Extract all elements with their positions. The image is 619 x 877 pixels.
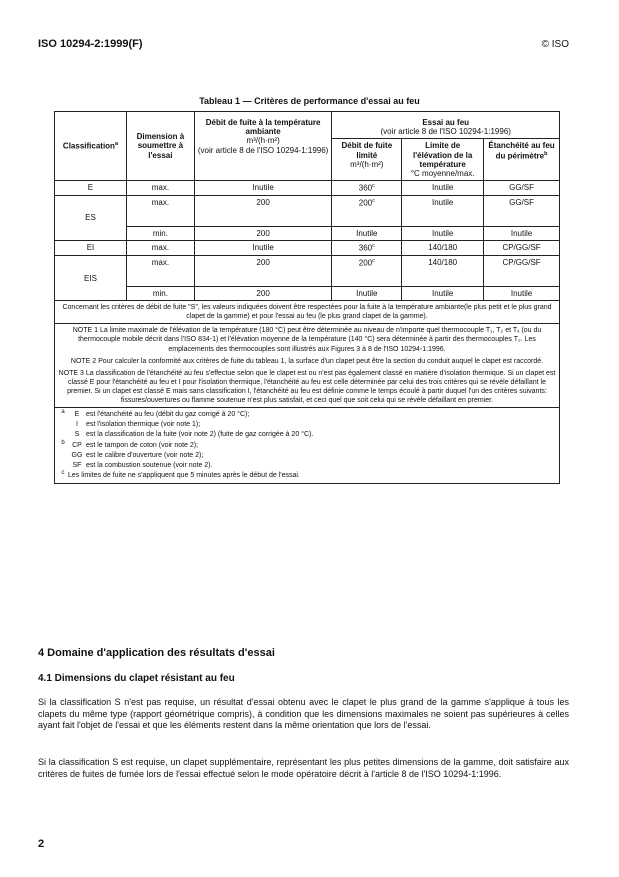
cell-etancheite: CP/GG/SF: [484, 241, 560, 256]
footnotes-block: [55, 408, 560, 484]
footnote-a-1: a E est l'étanchéité au feu (débit du gaz corrigé à 20 °C);: [61, 409, 250, 419]
cell-classification: ES: [55, 195, 127, 240]
cell-etancheite: Inutile: [484, 287, 560, 301]
cell-dimension: max.: [126, 256, 194, 287]
page-number: 2: [38, 838, 45, 850]
paragraph-1: Si la classification S n'est pas requise, un résultat d'essai obtenu avec le clapet le plus grand de la gamme s'applique à tous les clapets du même type (rapport géométrique compris), à condition que les dimensions maximales ne soient pas supérieures à celles ayant fait l'objet de l'essai et que les éléments restent dans la même orientation que lors de l'essai.: [38, 697, 569, 731]
cell-elevation: 140/180: [402, 256, 484, 287]
table-title: Tableau 1 — Critères de performance d'essai au feu: [199, 96, 420, 106]
footnote-a-3: S est la classification de la fuite (voir note 2) (fuite de gaz corrigée à 20 °C).: [74, 431, 314, 439]
table-row: [55, 181, 560, 196]
cell-debit-limite: Inutile: [332, 287, 402, 301]
table-row: [55, 241, 560, 256]
section-4-heading: 4 Domaine d'application des résultats d'essai: [38, 647, 275, 659]
header-etancheite: Étanchéité au feu du périmètre$^b$: [484, 139, 560, 181]
table-note-row: [55, 324, 560, 408]
cell-etancheite: Inutile: [484, 226, 560, 240]
copyright-notice: © ISO: [541, 39, 569, 50]
footnote-b-1: b CP est le tampon de coton (voir note 2);: [61, 439, 199, 449]
cell-dimension: max.: [126, 241, 194, 256]
table-note-row: [55, 301, 560, 324]
header-classification: Classification$^a$: [55, 112, 127, 181]
notes-block: [55, 324, 560, 408]
cell-classification: EIS: [55, 256, 127, 301]
note-2: NOTE 2 Pour calculer la conformité aux critères de fuite du tableau 1, la surface d'un clapet peut être la section du conduit auquel le clapet est raccordé.: [70, 357, 544, 365]
cell-elevation: Inutile: [402, 181, 484, 196]
header-limite-elevation: Limite de l'élévation de la température °C moyenne/max.: [402, 139, 484, 181]
footnote-b-3: SF est la combustion soutenue (voir note 2).: [72, 461, 213, 469]
table-row: [55, 195, 560, 226]
cell-debit-ambiante: Inutile: [194, 181, 332, 196]
cell-elevation: 140/180: [402, 241, 484, 256]
standard-reference: ISO 10294-2:1999(F): [38, 38, 143, 50]
note-concernant: Concernant les critères de débit de fuite "S", les valeurs indiquées doivent être respectées pour la fuite à la température ambiante(le plus petit et le plus grand clapet de la gamme) et pour l'essai au feu (le plus grand clapet de la gamme).: [55, 301, 560, 324]
note-1: NOTE 1 La limite maximale de l'élévation de la température (180 °C) peut être déterminée au niveau de n'importe quel thermocouple T₁, T₂ et Tₓ (ou du thermocouple mobile décrit dans l'ISO 834-1) et l'élévation moyenne de la température (140 °C) sera déterminée à partir des thermocouples T₂. Les emplacements des thermocouples sont illustrés aux Figures 3 à 8 de l'ISO 10294-1:1996.: [72, 327, 542, 353]
cell-etancheite: GG/SF: [484, 195, 560, 226]
cell-debit-ambiante: 200: [194, 256, 332, 287]
paragraph-2: Si la classification S est requise, un clapet supplémentaire, représentant les plus petites dimensions de la gamme, doit satisfaire aux critères de fuites de fumée lors de l'essai effectué selon le mode opératoire décrit à l'article 8 de l'ISO 10294-1:1996.: [38, 757, 569, 779]
cell-debit-limite: Inutile: [332, 226, 402, 240]
note-3: NOTE 3 La classification de l'étanchéité au feu s'effectue selon que le clapet est ou n'est pas également classé en matière d'isolation thermique. Si un clapet est classé E pour l'étanchéité au feu et I pour l'isolation thermique, l'étanchéité au feu est celle déterminée par celui des trois critères qui se révèle défaillant le premier. Si un clapet est classé E mais sans classification I, l'étanchéité au feu est définie comme le temps écoulé à partir duquel l'un des critères suivants: fissures/ouvertures ou flamme soutenue n'est plus satisfait, et ceci quel que soit celui qui se révèle défaillant en premier.: [58, 369, 556, 405]
cell-dimension: min.: [126, 287, 194, 301]
cell-classification: E: [55, 181, 127, 196]
cell-elevation: Inutile: [402, 287, 484, 301]
cell-debit-limite: 360$^c$: [332, 241, 402, 256]
cell-debit-ambiante: 200: [194, 287, 332, 301]
footnote-c: c Les limites de fuite ne s'appliquent que 5 minutes après le début de l'essai.: [61, 469, 300, 479]
header-essai-feu: Essai au feu (voir article 8 de l'ISO 10294-1:1996): [332, 112, 560, 139]
cell-classification: EI: [55, 241, 127, 256]
table-row: [55, 256, 560, 287]
header-debit-limite: Débit de fuite limité m³/(h·m²): [332, 139, 402, 181]
header-dimension: Dimension à soumettre à l'essai: [126, 112, 194, 181]
cell-elevation: Inutile: [402, 226, 484, 240]
cell-debit-limite: 360$^c$: [332, 181, 402, 196]
cell-etancheite: GG/SF: [484, 181, 560, 196]
cell-dimension: max.: [126, 195, 194, 226]
cell-debit-limite: 200$^c$: [332, 195, 402, 226]
cell-dimension: min.: [126, 226, 194, 240]
cell-elevation: Inutile: [402, 195, 484, 226]
cell-debit-ambiante: 200: [194, 226, 332, 240]
section-4-1-heading: 4.1 Dimensions du clapet résistant au feu: [38, 673, 235, 684]
cell-debit-limite: 200$^c$: [332, 256, 402, 287]
table-footnote-row: [55, 408, 560, 484]
cell-etancheite: CP/GG/SF: [484, 256, 560, 287]
performance-table: [54, 111, 560, 484]
header-debit-ambiante: Débit de fuite à la température ambiante m³/(h·m²) (voir article 8 de l'ISO 10294-1:1996): [194, 112, 332, 181]
cell-debit-ambiante: Inutile: [194, 241, 332, 256]
cell-dimension: max.: [126, 181, 194, 196]
table-header-row: [55, 112, 560, 139]
footnote-b-2: GG est le calibre d'ouverture (voir note 2);: [71, 451, 204, 459]
table-row: [55, 226, 560, 240]
footnote-a-2: I est l'isolation thermique (voir note 1);: [76, 421, 201, 429]
cell-debit-ambiante: 200: [194, 195, 332, 226]
table-row: [55, 287, 560, 301]
